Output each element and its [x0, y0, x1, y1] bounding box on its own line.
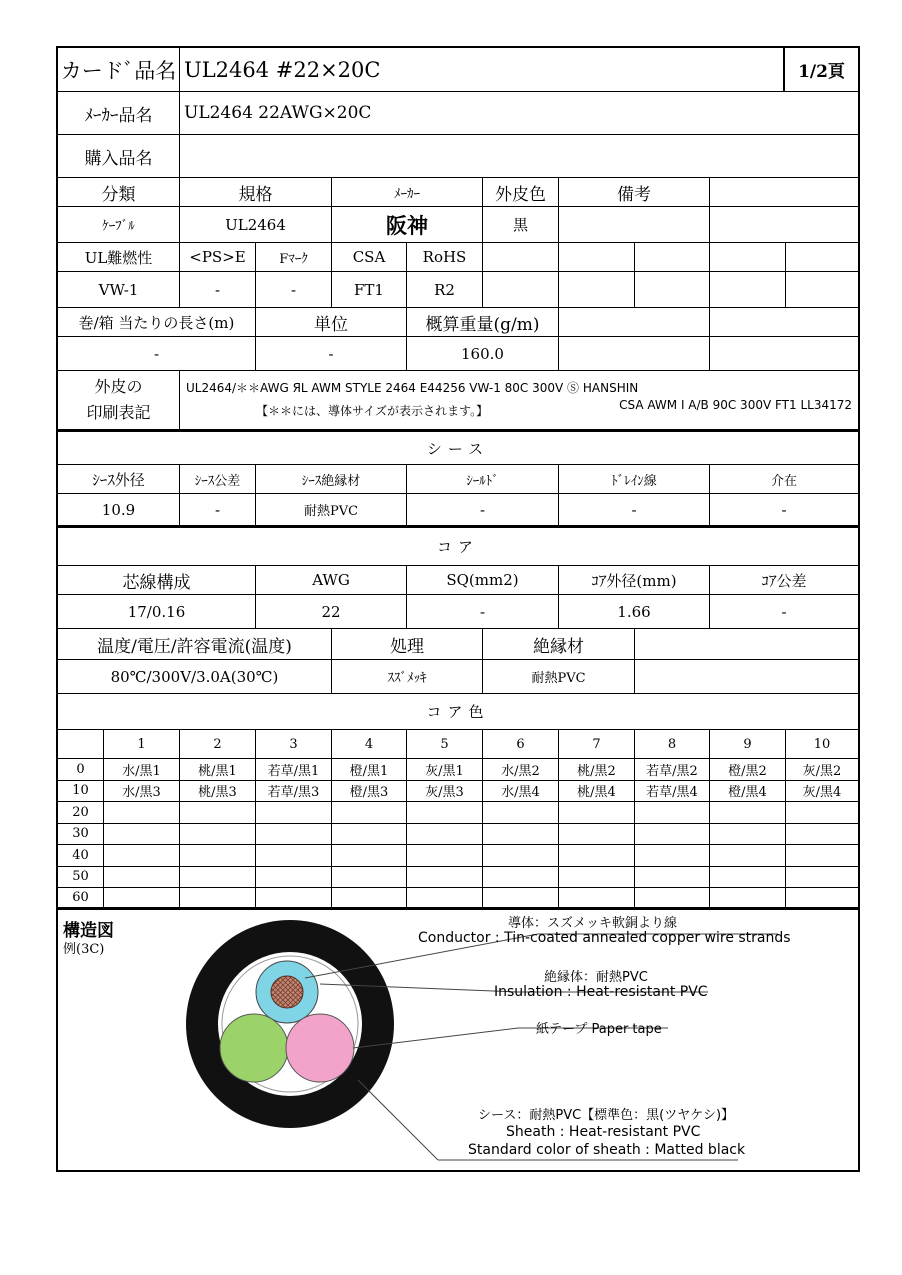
ul-blank-value-5	[786, 272, 858, 307]
core-color-col-10: 10	[813, 736, 831, 752]
core-color-cell	[407, 867, 483, 888]
table-row	[58, 759, 858, 781]
row-label: 50	[58, 867, 104, 888]
core-color-cell: 水/黒1	[104, 759, 180, 780]
core-color-cell	[332, 802, 407, 823]
core-color-cell	[180, 888, 256, 907]
remarks-value	[559, 207, 710, 242]
core-color-cell	[786, 867, 858, 888]
filler-value: -	[781, 500, 787, 519]
core-color-cell: 若草/黒3	[256, 781, 332, 802]
sheath-insulation-header: ｼｰｽ絶縁材	[256, 465, 407, 493]
core-color-cell	[332, 867, 407, 888]
core-blank-header	[635, 629, 858, 659]
maker-name-value: UL2464 22AWG×20C	[184, 103, 372, 123]
weight-header: 概算重量(g/m)	[407, 308, 559, 336]
core-color-col-8: 8	[635, 730, 710, 758]
length-blank-value-1	[559, 337, 710, 370]
length-header-row	[58, 308, 858, 337]
core-color-col-6: 6	[483, 730, 559, 758]
awg-value: 22	[256, 595, 407, 628]
page-number: 1/2頁	[784, 48, 858, 91]
row-label: 20	[58, 802, 104, 823]
core-color-col-2: 2	[180, 730, 256, 758]
print-content	[180, 371, 858, 429]
core-color-cell	[559, 802, 635, 823]
core-color-cell: 橙/黒1	[332, 759, 407, 780]
core-color-cell	[710, 802, 786, 823]
table-row	[58, 867, 858, 889]
sheath-color-value: 黒	[483, 207, 559, 242]
maker-header: ﾒｰｶｰ	[332, 178, 483, 206]
core-color-cell: 灰/黒3	[407, 781, 483, 802]
table-row	[58, 845, 858, 867]
purchase-name-label: 購入品名	[58, 135, 180, 177]
core-color-col-3: 3	[256, 730, 332, 758]
core-color-cell	[256, 888, 332, 907]
ul-flame-header: UL難燃性	[58, 243, 180, 271]
core-color-cell	[786, 824, 858, 845]
classification-header-row	[58, 178, 858, 207]
core-color-cell: 桃/黒2	[559, 759, 635, 780]
core-color-cell	[559, 888, 635, 907]
core-color-cell	[332, 888, 407, 907]
core-color-cell	[332, 845, 407, 866]
core-value-row	[58, 595, 858, 629]
row-label: 10	[58, 781, 104, 802]
print-label-line2: 印刷表記	[86, 403, 151, 422]
pse-header: <PS>E	[180, 243, 256, 271]
card-name-label: カードﾞ品名	[58, 48, 180, 91]
core-blank-value	[635, 660, 858, 693]
ul-blank-value-2	[559, 272, 635, 307]
core-color-cell: 水/黒3	[104, 781, 180, 802]
core-color-cell	[332, 824, 407, 845]
core-color-cell	[635, 802, 710, 823]
core-color-cell: 水/黒4	[483, 781, 559, 802]
cable-cross-section	[58, 910, 858, 1172]
core-color-cell	[104, 845, 180, 866]
core-color-cell: 灰/黒2	[802, 763, 842, 779]
core-color-cell: 橙/黒2	[710, 759, 786, 780]
rohs-header: RoHS	[407, 243, 483, 271]
core-color-cell	[104, 888, 180, 907]
core-color-cell	[256, 867, 332, 888]
length-blank-value-2	[710, 337, 858, 370]
core-color-cell	[483, 824, 559, 845]
core-color-cell	[786, 802, 858, 823]
core-color-cell	[786, 888, 858, 907]
unit-value: -	[256, 337, 407, 370]
row-label: 30	[58, 824, 104, 845]
core-color-cell	[786, 845, 858, 866]
class-header: 分類	[58, 178, 180, 206]
core-color-cell	[256, 845, 332, 866]
core-color-cell	[483, 845, 559, 866]
standard-value: UL2464	[180, 207, 332, 242]
sheath-header-row	[58, 465, 858, 494]
print-label	[58, 371, 180, 429]
f-mark-value: -	[256, 272, 332, 307]
row-label: 60	[58, 888, 104, 907]
row-label: 40	[58, 845, 104, 866]
core-color-cell: 灰/黒1	[407, 759, 483, 780]
maker-name-label: ﾒｰｶｰ品名	[58, 92, 180, 134]
core-color-cell	[710, 845, 786, 866]
sheath-color-header: 外皮色	[483, 178, 559, 206]
sheath-tolerance-value: -	[180, 494, 256, 525]
insulation-value: 耐熱PVC	[483, 660, 635, 693]
core-color-cell	[180, 845, 256, 866]
table-row	[58, 824, 858, 846]
ul-blank-header-1	[483, 243, 559, 271]
core-header-row	[58, 566, 858, 595]
core-color-cell	[559, 867, 635, 888]
core-color-cell: 若草/黒1	[256, 759, 332, 780]
rohs-value: R2	[407, 272, 483, 307]
core-color-cell	[256, 802, 332, 823]
core-color-cell	[483, 888, 559, 907]
paper-tape-label: 紙テープ Paper tape	[536, 1022, 662, 1037]
core-value-row-2	[58, 660, 858, 694]
ul-blank-header-5	[786, 243, 858, 271]
core-color-cell	[710, 867, 786, 888]
ul-blank-header-4	[710, 243, 786, 271]
class-value: ｹｰﾌﾞﾙ	[58, 207, 180, 242]
core-color-cell: 橙/黒3	[332, 781, 407, 802]
core-color-cell: 若草/黒2	[635, 759, 710, 780]
rating-value: 80℃/300V/3.0A(30℃)	[58, 660, 332, 693]
core-color-cell: 桃/黒4	[559, 781, 635, 802]
table-row	[58, 888, 858, 910]
ul-blank-header-2	[559, 243, 635, 271]
ul-flame-value: VW-1	[58, 272, 180, 307]
shield-header: ｼｰﾙﾄﾞ	[407, 465, 559, 493]
core-color-cell	[635, 888, 710, 907]
core-color-cell	[407, 888, 483, 907]
core-od-value: 1.66	[559, 595, 710, 628]
shield-value: -	[407, 494, 559, 525]
print-row	[58, 371, 858, 432]
core-tolerance-value: -	[781, 602, 787, 621]
purchase-name-row	[58, 135, 858, 178]
standard-header: 規格	[180, 178, 332, 206]
core-color-cell: 桃/黒1	[180, 759, 256, 780]
core-pink	[286, 1014, 354, 1082]
sheath-en-label: Sheath : Heat-resistant PVC	[506, 1124, 701, 1140]
core-tolerance-header: ｺｱ公差	[761, 571, 807, 590]
sheath-title: シース	[426, 439, 490, 458]
csa-value: FT1	[332, 272, 407, 307]
filler-header: 介在	[770, 473, 797, 489]
core-title: コア	[436, 538, 479, 556]
sheath-insulation-value: 耐熱PVC	[256, 494, 407, 525]
core-color-cell	[407, 802, 483, 823]
core-color-col-5: 5	[407, 730, 483, 758]
insulation-header: 絶縁材	[483, 629, 635, 659]
core-od-header: ｺｱ外径(mm)	[559, 566, 710, 594]
card-name-row	[58, 48, 858, 92]
core-color-title-row	[58, 694, 858, 730]
core-color-cell	[180, 824, 256, 845]
sheath-color-label: Standard color of sheath : Matted black	[468, 1142, 746, 1158]
sheath-jp-label: シース：耐熱PVC【標準色：黒(ツヤケシ)】	[478, 1108, 735, 1123]
core-color-cell	[635, 845, 710, 866]
print-line-1: UL2464/＊＊AWG ЯL AWM STYLE 2464 E44256 VW-1 80C 300V Ⓢ HANSHIN	[186, 381, 639, 395]
core-color-col-4: 4	[332, 730, 407, 758]
pse-value: -	[180, 272, 256, 307]
core-color-cell	[635, 867, 710, 888]
core-color-header-row	[58, 730, 858, 759]
ul-blank-value-4	[710, 272, 786, 307]
core-header-row-2	[58, 629, 858, 660]
core-color-cell	[104, 802, 180, 823]
core-color-cell	[559, 845, 635, 866]
core-title-row	[58, 528, 858, 566]
ul-blank-header-3	[635, 243, 710, 271]
print-line-2: 【＊＊には、導体サイズが表示されます。】	[256, 404, 489, 418]
insulation-jp-label: 絶縁体：耐熱PVC	[544, 970, 648, 985]
purchase-name-value	[180, 135, 858, 177]
core-color-title: コア色	[426, 703, 490, 721]
cable-sheath	[186, 920, 394, 1128]
maker-name-row	[58, 92, 858, 135]
maker-value: 阪神	[332, 207, 483, 242]
table-row	[58, 802, 858, 824]
f-mark-header: Fﾏｰｸ	[256, 243, 332, 271]
csa-header: CSA	[332, 243, 407, 271]
core-cyan	[256, 961, 318, 1023]
core-color-corner	[58, 730, 104, 758]
unit-header: 単位	[256, 308, 407, 336]
core-color-cell	[104, 867, 180, 888]
core-color-cell	[559, 824, 635, 845]
print-line-3: CSA AWM I A/B 90C 300V FT1 LL34172	[619, 398, 852, 412]
length-blank-header-1	[559, 308, 710, 336]
card-name-value: UL2464 #22×20C	[180, 48, 784, 91]
core-color-cell	[180, 802, 256, 823]
core-color-cell	[407, 845, 483, 866]
extra-value	[710, 207, 858, 242]
length-value: -	[58, 337, 256, 370]
core-color-cell	[256, 824, 332, 845]
row-label: 0	[58, 759, 104, 780]
core-color-cell	[407, 824, 483, 845]
core-color-col-7: 7	[559, 730, 635, 758]
core-color-cell	[104, 824, 180, 845]
sheath-tolerance-header: ｼｰｽ公差	[180, 465, 256, 493]
ul-blank-value-3	[635, 272, 710, 307]
core-color-cell	[710, 824, 786, 845]
length-blank-header-2	[710, 308, 858, 336]
drain-wire-value: -	[559, 494, 710, 525]
length-value-row	[58, 337, 858, 371]
sheath-od-value: 10.9	[58, 494, 180, 525]
core-color-cell	[483, 867, 559, 888]
core-color-cell	[710, 888, 786, 907]
treatment-value: ｽｽﾞﾒｯｷ	[332, 660, 483, 693]
strand-value: 17/0.16	[58, 595, 256, 628]
strand-header: 芯線構成	[58, 566, 256, 594]
conductor-en-label: Conductor : Tin-coated annealed copper wire strands	[418, 930, 791, 946]
remarks-header: 備考	[559, 178, 710, 206]
core-color-cell	[483, 802, 559, 823]
core-color-cell: 水/黒2	[483, 759, 559, 780]
core-color-cell: 灰/黒4	[802, 785, 842, 801]
core-color-cell: 橙/黒4	[710, 781, 786, 802]
sheath-value-row	[58, 494, 858, 528]
sq-header: SQ(mm2)	[407, 566, 559, 594]
structure-title: 構造図	[63, 921, 114, 941]
awg-header: AWG	[256, 566, 407, 594]
core-color-cell	[635, 824, 710, 845]
extra-header	[710, 178, 858, 206]
core-color-cell: 桃/黒3	[180, 781, 256, 802]
conductor-jp-label: 導体：スズメッキ軟銅より線	[508, 916, 678, 931]
core-color-col-9: 9	[710, 730, 786, 758]
treatment-header: 処理	[332, 629, 483, 659]
ul-header-row	[58, 243, 858, 272]
insulation-en-label: Insulation : Heat-resistant PVC	[494, 984, 708, 1000]
rating-header: 温度/電圧/許容電流(温度)	[58, 629, 332, 659]
length-header: 巻/箱 当たりの長さ(m)	[58, 308, 256, 336]
weight-value: 160.0	[407, 337, 559, 370]
print-label-line1: 外皮の	[94, 377, 143, 396]
spec-sheet	[56, 46, 860, 1172]
core-color-cell	[180, 867, 256, 888]
classification-value-row	[58, 207, 858, 243]
ul-value-row	[58, 272, 858, 308]
core-color-col-1: 1	[104, 730, 180, 758]
core-green	[220, 1014, 288, 1082]
structure-diagram	[58, 910, 858, 1172]
structure-example: 例(3C)	[63, 942, 105, 957]
core-color-cell: 若草/黒4	[635, 781, 710, 802]
sq-value: -	[407, 595, 559, 628]
sheath-od-header: ｼｰｽ外径	[58, 465, 180, 493]
drain-wire-header: ﾄﾞﾚｲﾝ線	[559, 465, 710, 493]
ul-blank-value-1	[483, 272, 559, 307]
table-row	[58, 781, 858, 803]
sheath-title-row	[58, 432, 858, 465]
